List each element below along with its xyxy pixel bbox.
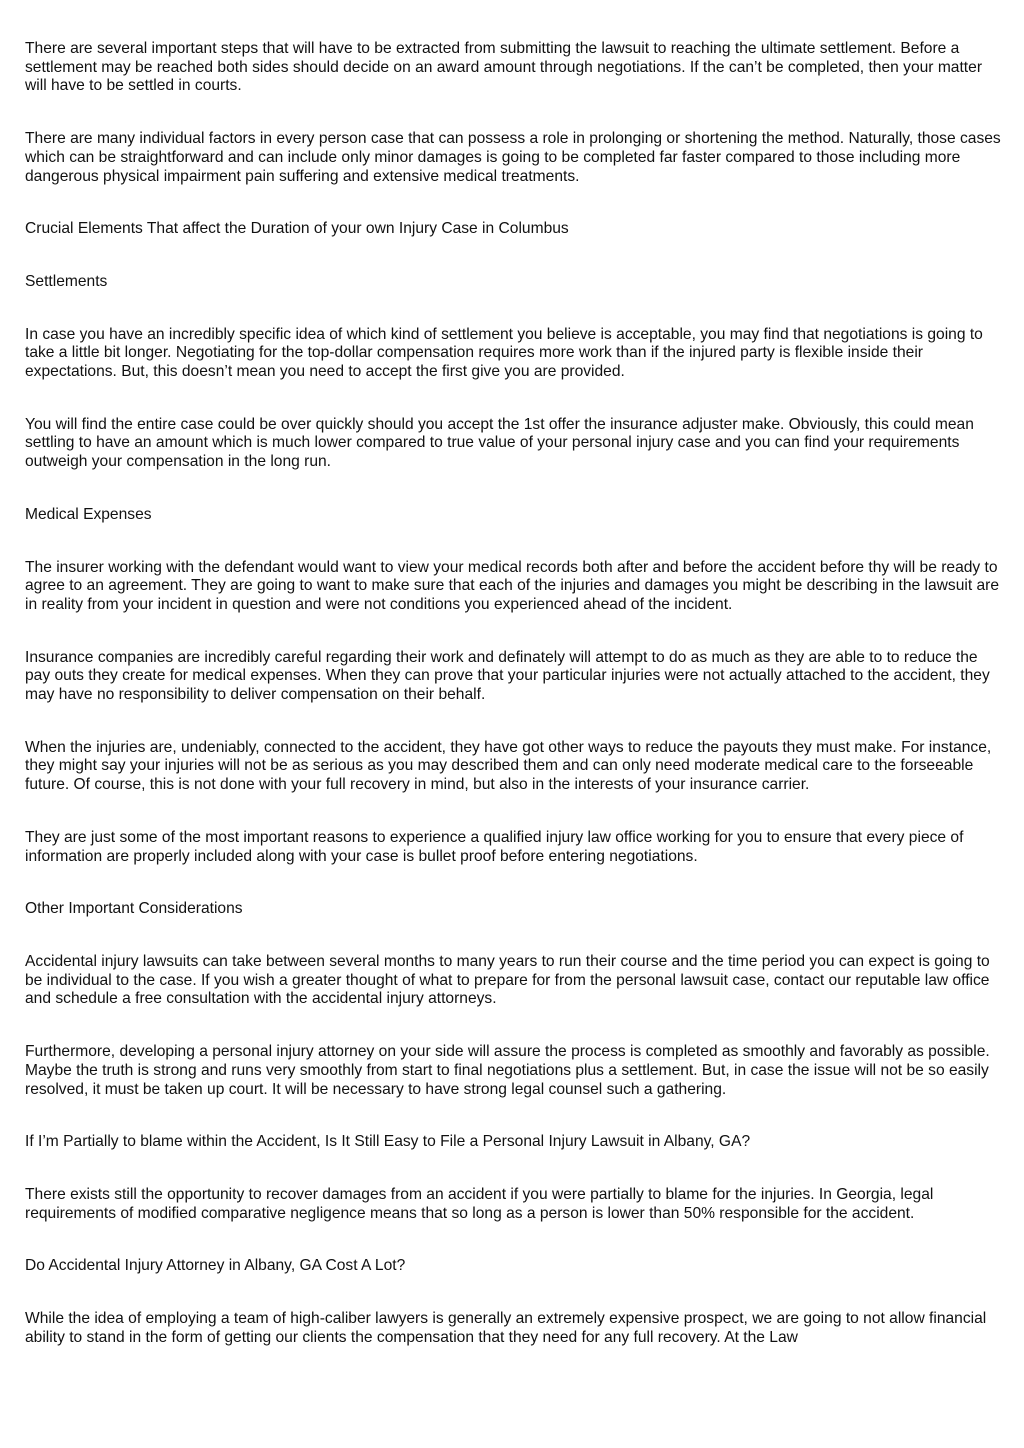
heading-partially-to-blame: If I’m Partially to blame within the Accident, Is It Still Easy to File a Personal Injury Lawsuit in Albany, GA?: [25, 1133, 751, 1151]
paragraph-high-caliber-lawyers: While the idea of employing a team of high-caliber lawyers is generally an extremely expensive prospect, we are going to not allow financial ability to stand in the form of getting our clients the compensation that they need for any full recovery. At the Law: [25, 1310, 987, 1346]
paragraph-first-offer: You will find the entire case could be over quickly should you accept the 1st offer the insurance adjuster make. Obviously, this could mean settling to have an amount which is much lower compared to true value of your personal injury case and you can find your requirements outweigh your compensation in the long run.: [25, 415, 974, 471]
paragraph-individual-factors: There are many individual factors in every person case that can possess a role in prolonging or shortening the method. Naturally, those cases which can be straightforward and can include only minor damages is going to be completed far faster compared to those including more dangerous physical impairment pain suffering and extensive medical treatments.: [25, 130, 1001, 185]
heading-settlements: Settlements: [25, 272, 108, 290]
paragraph-lawsuit-duration: Accidental injury lawsuits can take between several months to many years to run their course and the time period you can expect is going to be individual to the case. If you wish a greater thought of what to prepare for from the personal lawsuit case, contact our reputable law office and schedule a free consultation with the accidental injury attorneys.: [25, 952, 990, 1008]
paragraph-attorney-on-side: Furthermore, developing a personal injury attorney on your side will assure the process is completed as smoothly and favorably as possible. Maybe the truth is strong and runs very smoothly from start to final negotiations plus a settlement. But, in case the issue will not be so easily resolved, it must be taken up court. It will be necessary to have strong legal counsel such a gathering.: [25, 1043, 990, 1098]
heading-other-considerations: Other Important Considerations: [25, 900, 243, 918]
paragraph-important-reasons: They are just some of the most important reasons to experience a qualified injury law office working for you to ensure that every piece of information are properly included along with your case is bullet proof before entering negotiations.: [25, 828, 964, 865]
paragraph-insurance-companies: Insurance companies are incredibly careful regarding their work and definately will attempt to do as much as they are able to to reduce the pay outs they create for medical expenses. When they can prove that your particular injuries were not actually attached to the accident, they may have no responsibility to deliver compensation on their behalf.: [25, 648, 990, 704]
paragraph-settlement-steps: There are several important steps that will have to be extracted from submitting the lawsuit to reaching the ultimate settlement. Before a settlement may be reached both sides should decide on an award amount through negotiations. If the can’t be completed, then your matter will have to be settled in courts.: [25, 40, 983, 95]
heading-crucial-elements: Crucial Elements That affect the Duration of your own Injury Case in Columbus: [25, 220, 569, 238]
heading-medical-expenses: Medical Expenses: [25, 505, 152, 523]
paragraph-specific-idea: In case you have an incredibly specific idea of which kind of settlement you believe is acceptable, you may find that negotiations is going to take a little bit longer. Negotiating for the top-dollar compensation requires more work than if the injured party is flexible inside their expectations. But, this doesn’t mean you need to accept the first give you are provided.: [25, 325, 983, 381]
paragraph-medical-records: The insurer working with the defendant would want to view your medical records both after and before the accident before thy will be ready to agree to an agreement. They are going to want to make sure that each of the injuries and damages you might be describing in the lawsuit are in reality from your incident in question and were not conditions you experienced ahead of the incident.: [25, 558, 1000, 613]
paragraph-comparative-negligence: There exists still the opportunity to recover damages from an accident if you were partially to blame for the injuries. In Georgia, legal requirements of modified comparative negligence means that so long as a person is lower than 50% responsible for the accident.: [25, 1185, 934, 1222]
heading-attorney-cost: Do Accidental Injury Attorney in Albany, GA Cost A Lot?: [25, 1257, 406, 1275]
paragraph-injuries-connected: When the injuries are, undeniably, connected to the accident, they have got other ways to reduce the payouts they must make. For instance, they might say your injuries will not be as serious as you may described them and can only need moderate medical care to the forseeable future. Of course, this is not done with your full recovery in mind, but also in the interests of your insurance carrier.: [25, 738, 992, 794]
document-page: [25, 40, 1003, 1381]
